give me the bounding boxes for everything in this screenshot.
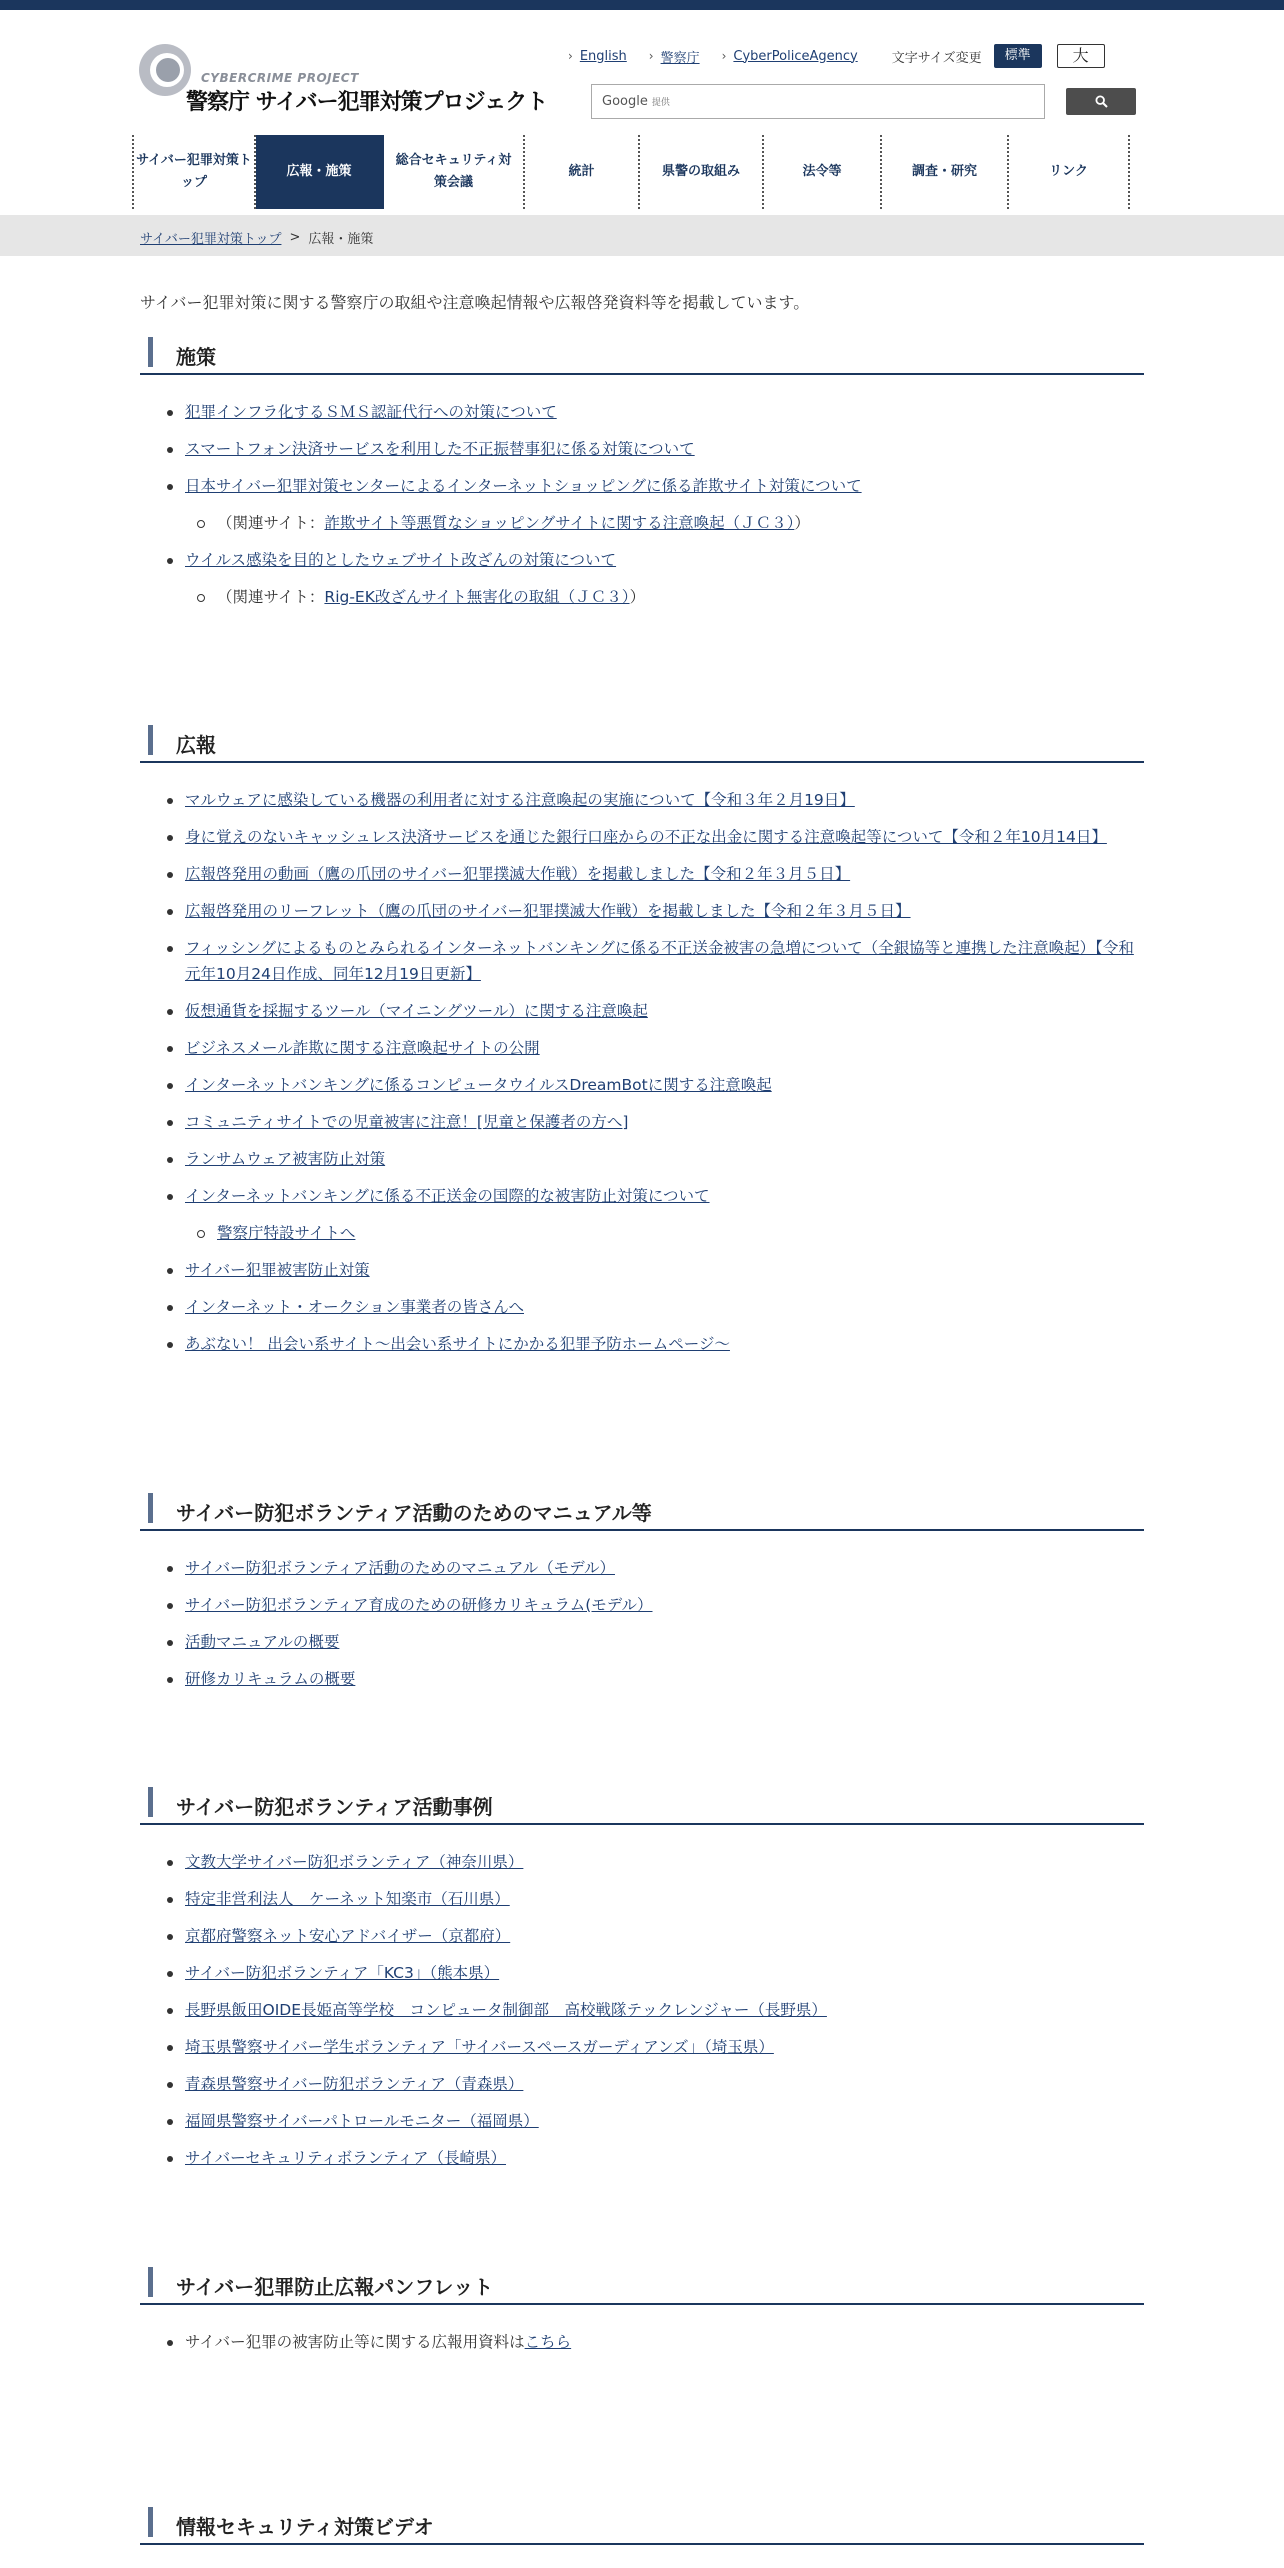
list-item	[140, 1666, 1140, 1692]
list-link[interactable]: ウイルス感染を目的としたウェブサイト改ざんの対策について	[185, 551, 617, 569]
nav-item-label: サイバー犯罪対策トップ	[136, 152, 252, 190]
list-link[interactable]: フィッシングによるものとみられるインターネットバンキングに係る不正送金被害の急増について（全銀協等と連携した注意喚起）【令和元年10月24日作成、同年12月19日更新】	[185, 939, 1134, 983]
utility-links	[568, 44, 1105, 68]
nav-item-publicity[interactable]	[256, 135, 384, 209]
sub-list-item	[140, 584, 1140, 610]
search-brand-name: Google	[602, 94, 648, 109]
section-title: 広報	[176, 733, 216, 757]
list-link[interactable]: 福岡県警察サイバーパトロールモニター（福岡県）	[185, 2112, 539, 2130]
list-link[interactable]: 京都府警察ネット安心アドバイザー（京都府）	[185, 1927, 511, 1945]
list-item	[140, 1331, 1140, 1357]
heading-accent-bar	[148, 337, 153, 367]
list-item	[140, 1146, 1140, 1172]
list-link[interactable]: 身に覚えのないキャッシュレス決済サービスを通じた銀行口座からの不正な出金に関する注意喚起等について【令和２年10月14日】	[185, 828, 1107, 846]
list-link[interactable]: 広報啓発用のリーフレット（鷹の爪団のサイバー犯罪撲滅大作戦）を掲載しました【令和２年３月５日】	[185, 902, 911, 920]
list-link[interactable]: サイバーセキュリティボランティア（長崎県）	[185, 2149, 507, 2167]
breadcrumb-bar	[0, 215, 1284, 256]
nav-item-label: 法令等	[802, 163, 842, 179]
nav-item-statistics[interactable]	[525, 135, 640, 209]
list-link[interactable]: サイバー防犯ボランティア「KC3」（熊本県）	[185, 1964, 500, 1982]
list-item	[140, 399, 1140, 425]
list-link[interactable]: 犯罪インフラ化するＳＭＳ認証代行への対策について	[185, 403, 557, 421]
nav-item-links[interactable]	[1009, 135, 1130, 209]
list-item	[140, 1886, 1140, 1912]
sub-list-item	[140, 510, 1140, 536]
list-link[interactable]: サイバー犯罪被害防止対策	[185, 1261, 370, 1279]
section-title: サイバー犯罪防止広報パンフレット	[176, 2275, 494, 2299]
section-list	[140, 2329, 1144, 2355]
search-input[interactable]	[591, 84, 1045, 119]
list-link[interactable]: サイバー防犯ボランティア活動のためのマニュアル（モデル）	[185, 1559, 615, 1577]
list-item	[140, 1960, 1140, 1986]
list-item	[140, 787, 1140, 813]
section-heading	[140, 335, 1144, 375]
list-item	[140, 1849, 1140, 1875]
list-item	[140, 1183, 1140, 1209]
site-logo[interactable]	[139, 41, 548, 121]
list-item	[140, 1997, 1140, 2023]
english-link[interactable]: English	[579, 48, 627, 64]
list-item	[140, 1592, 1140, 1618]
list-link[interactable]: 広報啓発用の動画（鷹の爪団のサイバー犯罪撲滅大作戦）を掲載しました【令和２年３月５日】	[185, 865, 851, 883]
list-item	[140, 1294, 1140, 1320]
list-item	[140, 1072, 1140, 1098]
section-title: サイバー防犯ボランティア活動事例	[176, 1795, 493, 1819]
list-link[interactable]: 研修カリキュラムの概要	[185, 1670, 356, 1688]
nav-item-research[interactable]	[882, 135, 1009, 209]
page-intro: サイバー犯罪対策に関する警察庁の取組や注意喚起情報や広報啓発資料等を掲載しています。	[140, 293, 810, 312]
nav-item-label: 県警の取組み	[661, 163, 740, 179]
list-item	[140, 1555, 1140, 1581]
list-link[interactable]: 特定非営利法人 ケーネット知楽市（石川県）	[185, 1890, 510, 1908]
nav-item-label: 総合セキュリティ対策会議	[395, 152, 512, 190]
nav-item-top[interactable]	[132, 135, 256, 209]
section-security-video	[140, 2505, 1144, 2545]
list-link[interactable]: 青森県警察サイバー防犯ボランティア（青森県）	[185, 2075, 524, 2093]
list-link[interactable]: ランサムウェア被害防止対策	[185, 1150, 386, 1168]
list-link[interactable]: スマートフォン決済サービスを利用した不正振替事犯に係る対策について	[185, 440, 695, 458]
list-link[interactable]: サイバー防犯ボランティア育成のための研修カリキュラム(モデル）	[185, 1596, 653, 1614]
cyberpolice-link[interactable]: CyberPoliceAgency	[733, 48, 858, 64]
list-item	[140, 1257, 1140, 1283]
list-link[interactable]: インターネットバンキングに係る不正送金の国際的な被害防止対策について	[185, 1187, 710, 1205]
top-bar	[0, 0, 1284, 10]
search-brand-sub: 提供	[651, 98, 670, 108]
nav-item-security-council[interactable]	[384, 135, 525, 209]
section-list	[140, 1849, 1144, 2171]
list-item	[140, 935, 1140, 987]
list-link[interactable]: インターネットバンキングに係るコンピュータウイルスDreamBotに関する注意喚起	[185, 1076, 772, 1094]
breadcrumb	[140, 228, 373, 247]
section-title: サイバー防犯ボランティア活動のためのマニュアル等	[176, 1501, 652, 1525]
section-heading	[140, 2265, 1144, 2305]
english-link-wrap	[568, 49, 627, 64]
list-item	[140, 1109, 1140, 1135]
nav-item-laws[interactable]	[764, 135, 882, 209]
section-heading	[140, 2505, 1144, 2545]
section-volunteer-manuals	[140, 1491, 1144, 1703]
sub-list-item	[140, 1220, 1140, 1246]
list-item	[140, 2034, 1140, 2060]
related-suffix: ）	[794, 514, 810, 532]
chevron-right-icon: ›	[568, 49, 573, 63]
section-pamphlet	[140, 2265, 1144, 2366]
npa-link-wrap	[649, 47, 700, 66]
section-heading	[140, 723, 1144, 763]
heading-accent-bar	[148, 2267, 153, 2297]
list-item	[140, 998, 1140, 1024]
related-prefix: （関連サイト：	[217, 514, 325, 532]
list-link[interactable]: 活動マニュアルの概要	[185, 1633, 340, 1651]
nav-item-label: 統計	[568, 163, 595, 179]
list-item	[140, 861, 1140, 887]
nav-item-prefectures[interactable]	[640, 135, 764, 209]
pamphlet-link[interactable]: こちら	[524, 2333, 572, 2351]
font-size-standard-button[interactable]: 標準	[994, 44, 1042, 68]
breadcrumb-separator: >	[289, 230, 301, 245]
list-item	[140, 1923, 1140, 1949]
section-title: 情報セキュリティ対策ビデオ	[176, 2515, 434, 2539]
related-link[interactable]: 詐欺サイト等悪質なショッピングサイトに関する注意喚起（ＪＣ３）	[324, 514, 795, 532]
list-link[interactable]: あぶない！ 出会い系サイト～出会い系サイトにかかる犯罪予防ホームページ～	[185, 1335, 730, 1353]
logo-japanese-text: 警察庁 サイバー犯罪対策プロジェクト	[186, 90, 548, 115]
list-link[interactable]: 埼玉県警察サイバー学生ボランティア「サイバースペースガーディアンズ」（埼玉県）	[185, 2038, 774, 2056]
heading-accent-bar	[148, 1787, 153, 1817]
list-link[interactable]: ビジネスメール詐欺に関する注意喚起サイトの公開	[185, 1039, 540, 1057]
related-suffix: ）	[629, 588, 646, 606]
chevron-right-icon: ›	[721, 49, 727, 63]
related-prefix: （関連サイト：	[217, 588, 325, 606]
nav-item-label: リンク	[1049, 163, 1088, 179]
chevron-right-icon: ›	[648, 49, 654, 63]
font-size-label: 文字サイズ変更	[891, 50, 982, 66]
search-icon	[1095, 95, 1108, 108]
list-item	[140, 436, 1140, 462]
nav-item-label: 広報・施策	[286, 163, 352, 179]
related-link[interactable]: Rig-EK改ざんサイト無害化の取組（ＪＣ３）	[324, 588, 630, 606]
list-link[interactable]: コミュニティサイトでの児童被害に注意！[児童と保護者の方へ]	[185, 1113, 629, 1131]
list-link[interactable]: 文教大学サイバー防犯ボランティア（神奈川県）	[185, 1853, 524, 1871]
npa-link[interactable]: 警察庁	[660, 50, 700, 66]
global-nav	[132, 135, 1154, 209]
list-item	[140, 2071, 1140, 2097]
nav-item-label: 調査・研究	[911, 163, 977, 179]
search-button[interactable]	[1066, 88, 1136, 115]
list-item	[140, 547, 1140, 573]
list-item	[140, 1035, 1140, 1061]
search-brand	[602, 94, 670, 109]
section-heading	[140, 1491, 1144, 1531]
list-link[interactable]: 長野県飯田OIDE長姫高等学校 コンピュータ制御部 高校戦隊テックレンジャー（長野県）	[185, 2001, 827, 2019]
section-list	[140, 1555, 1144, 1692]
breadcrumb-home-link[interactable]: サイバー犯罪対策トップ	[140, 232, 282, 247]
list-link[interactable]: インターネット・オークション事業者の皆さんへ	[185, 1298, 524, 1316]
list-link[interactable]: 日本サイバー犯罪対策センターによるインターネットショッピングに係る詐欺サイト対策について	[185, 477, 862, 495]
font-size-large-button[interactable]: 大	[1057, 44, 1105, 68]
section-list	[140, 399, 1144, 610]
list-link[interactable]: マルウェアに感染している機器の利用者に対する注意喚起の実施について【令和３年２月19日】	[185, 791, 855, 809]
section-publicity	[140, 723, 1144, 1368]
logo-english-text: CYBERCRIME PROJECT	[201, 71, 359, 85]
list-item	[140, 2145, 1140, 2171]
section-title: 施策	[176, 345, 216, 369]
section-measures	[140, 335, 1144, 621]
pamphlet-text: サイバー犯罪の被害防止等に関する広報用資料は	[185, 2333, 525, 2351]
list-item	[140, 2329, 1140, 2355]
cyberpolice-link-wrap	[722, 49, 858, 64]
list-link[interactable]: 警察庁特設サイトへ	[217, 1224, 356, 1242]
list-item	[140, 2108, 1140, 2134]
section-volunteer-cases	[140, 1785, 1144, 2182]
breadcrumb-current: 広報・施策	[308, 232, 374, 247]
site-header	[0, 10, 1284, 135]
section-heading	[140, 1785, 1144, 1825]
list-item	[140, 473, 1140, 499]
list-item	[140, 898, 1140, 924]
heading-accent-bar	[148, 1493, 153, 1523]
heading-accent-bar	[148, 2507, 153, 2537]
heading-accent-bar	[148, 725, 153, 755]
list-item	[140, 824, 1140, 850]
list-link[interactable]: 仮想通貨を採掘するツール（マイニングツール）に関する注意喚起	[185, 1002, 648, 1020]
list-item	[140, 1629, 1140, 1655]
section-list	[140, 787, 1144, 1357]
